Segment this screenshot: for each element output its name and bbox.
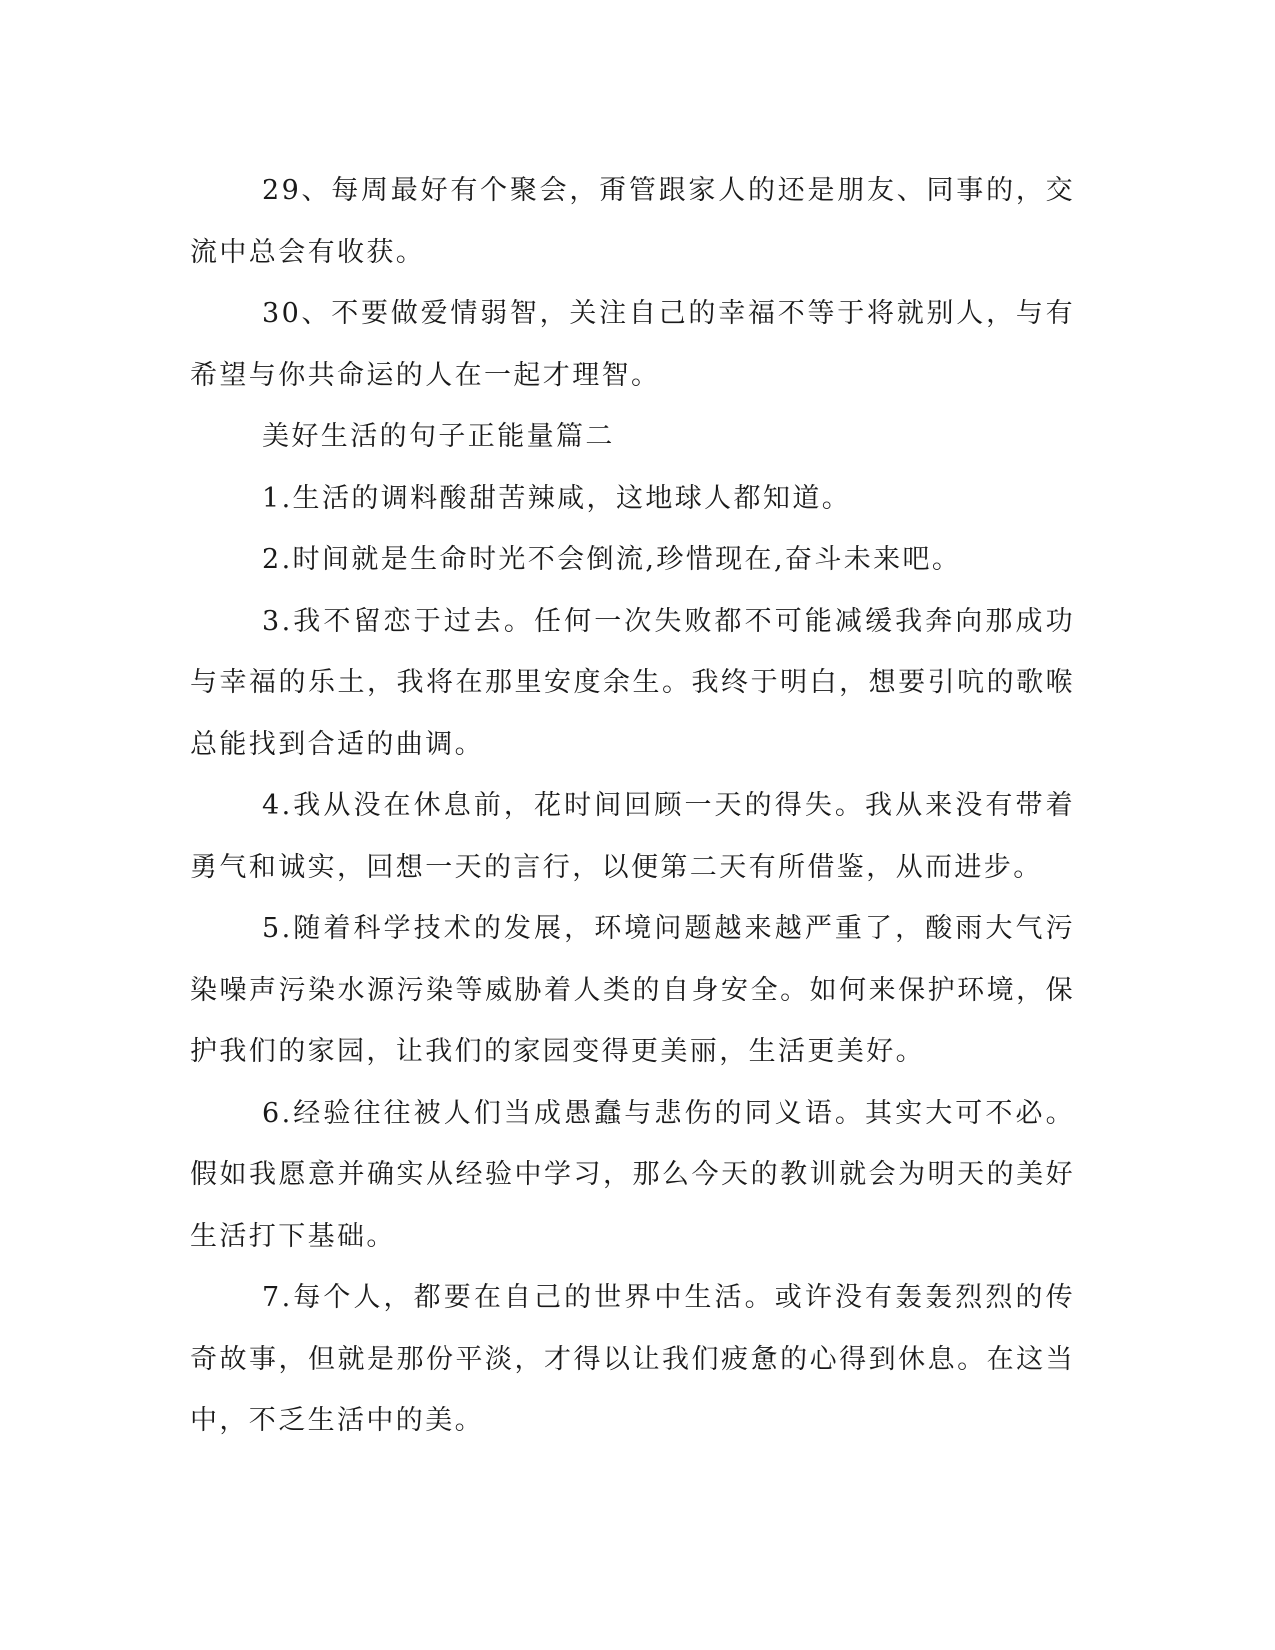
paragraph-2: 2.时间就是生命时光不会倒流,珍惜现在,奋斗未来吧。	[262, 544, 962, 575]
paragraph-6: 6.经验往往被人们当成愚蠢与悲伤的同义语。其实大可不必。假如我愿意并确实从经验中学习，那么今天的教训就会为明天的美好生活打下基础。	[190, 1097, 1075, 1252]
paragraph-29: 29、每周最好有个聚会，甭管跟家人的还是朋友、同事的，交流中总会有收获。	[190, 175, 1075, 268]
document-body	[190, 160, 1075, 1452]
paragraph-7: 7.每个人，都要在自己的世界中生活。或许没有轰轰烈烈的传奇故事，但就是那份平淡，才得以让我们疲惫的心得到休息。在这当中，不乏生活中的美。	[190, 1282, 1075, 1436]
paragraph-5: 5.随着科学技术的发展，环境问题越来越严重了，酸雨大气污染噪声污染水源污染等威胁着人类的自身安全。如何来保护环境，保护我们的家园，让我们的家园变得更美丽，生活更美好。	[190, 913, 1075, 1067]
paragraph-3: 3.我不留恋于过去。任何一次失败都不可能减缓我奔向那成功与幸福的乐土，我将在那里安度余生。我终于明白，想要引吭的歌喉总能找到合适的曲调。	[190, 605, 1075, 760]
paragraph-1: 1.生活的调料酸甜苦辣咸，这地球人都知道。	[262, 482, 852, 514]
paragraph-30: 30、不要做爱情弱智，关注自己的幸福不等于将就别人，与有希望与你共命运的人在一起才理智。	[190, 298, 1075, 391]
section-heading: 美好生活的句子正能量篇二	[262, 421, 615, 452]
paragraph-4: 4.我从没在休息前，花时间回顾一天的得失。我从来没有带着勇气和诚实，回想一天的言行，以便第二天有所借鉴，从而进步。	[190, 790, 1075, 883]
